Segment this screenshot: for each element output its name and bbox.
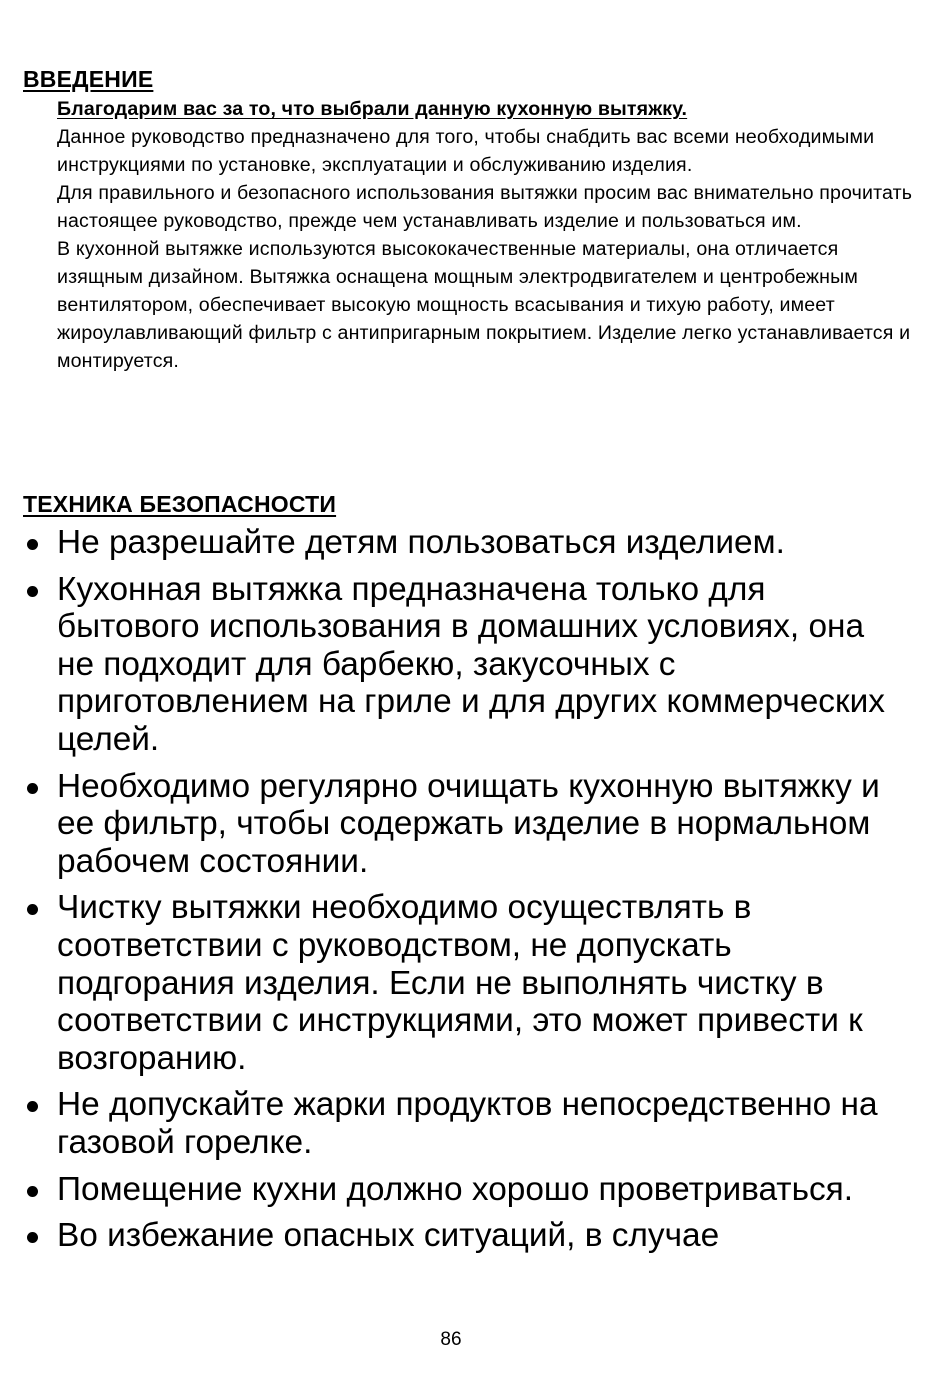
intro-thanks-line: Благодарим вас за то, что выбрали данную кухонную вытяжку. bbox=[57, 98, 688, 120]
bullet-icon bbox=[27, 1101, 38, 1112]
safety-item-text: Не допускайте жарки продуктов непосредственно на газовой горелке. bbox=[57, 1086, 878, 1161]
safety-item-text: Кухонная вытяжка предназначена только для бытового использования в домашних условиях, она не подходит для барбекю, закусочных с приготовлением на гриле и для других коммерческих целей. bbox=[57, 570, 885, 758]
page-number: 86 bbox=[440, 1329, 462, 1350]
intro-body bbox=[57, 95, 917, 375]
intro-paragraph: Данное руководство предназначено для того, чтобы снабдить вас всеми необходимыми инструкциями по установке, эксплуатации и обслуживанию изделия. bbox=[57, 126, 875, 176]
safety-item bbox=[0, 889, 950, 1077]
bullet-icon bbox=[27, 539, 38, 550]
safety-item-text: Чистку вытяжки необходимо осуществлять в соответствии с руководством, не допускать подгорания изделия. Если не выполнять чистку в соответствии с инструкциями, это может привести к возгоранию. bbox=[57, 889, 863, 1077]
intro-paragraph: Для правильного и безопасного использования вытяжки просим вас внимательно прочитать настоящее руководство, прежде чем устанавливать изделие и пользоваться им. bbox=[57, 182, 913, 232]
safety-item bbox=[0, 1217, 950, 1255]
safety-item-text: Помещение кухни должно хорошо проветриваться. bbox=[57, 1170, 854, 1208]
intro-heading: ВВЕДЕНИЕ bbox=[23, 66, 154, 92]
safety-list bbox=[0, 524, 950, 1264]
safety-item bbox=[0, 1086, 950, 1161]
safety-item-text: Необходимо регулярно очищать кухонную вытяжку и ее фильтр, чтобы содержать изделие в нормальном рабочем состоянии. bbox=[57, 767, 880, 880]
safety-heading: ТЕХНИКА БЕЗОПАСНОСТИ bbox=[23, 491, 337, 517]
safety-item-text: Не разрешайте детям пользоваться изделием. bbox=[57, 524, 785, 561]
intro-paragraph: В кухонной вытяжке используются высококачественные материалы, она отличается изящным дизайном. Вытяжка оснащена мощным электродвигателем и центробежным вентилятором, обеспечивает высокую мощность всасывания и тихую работу, имеет жироулавливающий фильтр с антипригарным покрытием. Изделие легко устанавливается и монтируется. bbox=[57, 238, 911, 372]
bullet-icon bbox=[27, 904, 38, 915]
safety-item bbox=[0, 524, 950, 562]
safety-item-text: Во избежание опасных ситуаций, в случае bbox=[57, 1217, 720, 1255]
bullet-icon bbox=[27, 586, 38, 597]
safety-item bbox=[0, 768, 950, 881]
bullet-icon bbox=[27, 783, 38, 794]
bullet-icon bbox=[27, 1232, 38, 1243]
safety-item bbox=[0, 1171, 950, 1209]
bullet-icon bbox=[27, 1186, 38, 1197]
safety-item bbox=[0, 571, 950, 759]
